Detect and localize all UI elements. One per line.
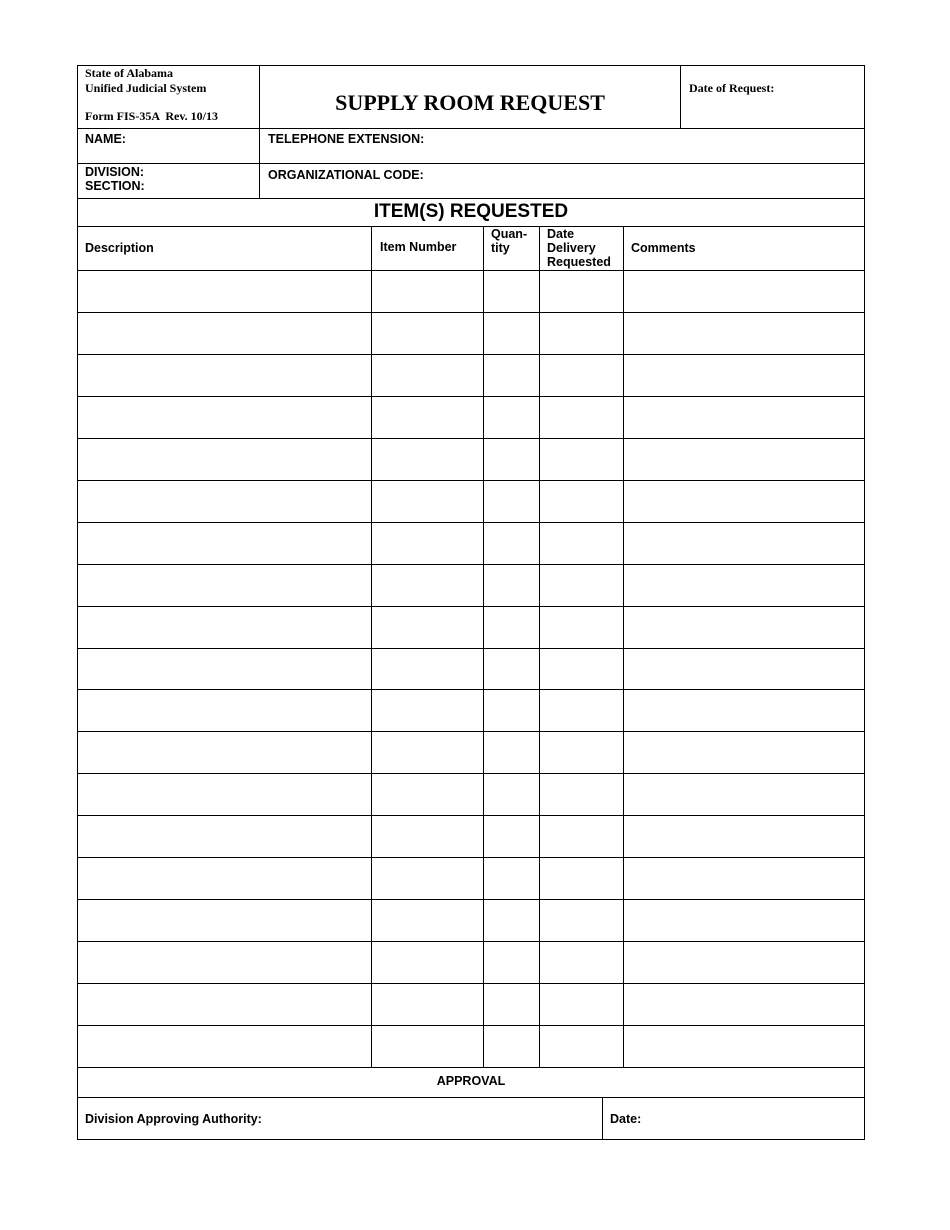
row-comments-cell[interactable] [624, 942, 865, 983]
row-comments-cell[interactable] [624, 1026, 865, 1067]
row-comments-cell[interactable] [624, 439, 865, 480]
row-date-delivery-cell[interactable] [540, 942, 623, 983]
org-line-1: State of Alabama [85, 66, 173, 80]
row-comments-cell[interactable] [624, 858, 865, 899]
items-heading: ITEM(S) REQUESTED [373, 201, 569, 222]
row-description-cell[interactable] [78, 271, 371, 312]
row-comments-cell[interactable] [624, 607, 865, 648]
org-line-2: Unified Judicial System [85, 81, 207, 95]
col-header-item-number: Item Number [380, 240, 457, 254]
row-description-cell[interactable] [78, 690, 371, 731]
row-comments-cell[interactable] [624, 355, 865, 396]
row-date-delivery-cell[interactable] [540, 565, 623, 606]
col-header-date-2: Delivery [547, 241, 596, 255]
row-item-number-cell[interactable] [372, 523, 483, 564]
row-description-cell[interactable] [78, 313, 371, 354]
row-comments-cell[interactable] [624, 900, 865, 941]
approval-date-label: Date: [610, 1112, 642, 1126]
row-item-number-cell[interactable] [372, 355, 483, 396]
row-comments-cell[interactable] [624, 313, 865, 354]
header-divider-left [259, 65, 260, 198]
row-date-delivery-cell[interactable] [540, 271, 623, 312]
row-quantity-cell[interactable] [484, 313, 539, 354]
row-item-number-cell[interactable] [372, 313, 483, 354]
col-header-comments: Comments [631, 241, 696, 255]
row-quantity-cell[interactable] [484, 607, 539, 648]
row-description-cell[interactable] [78, 816, 371, 857]
col-header-date-3: Requested [547, 255, 611, 269]
date-of-request-field[interactable] [681, 96, 864, 127]
division-label: DIVISION: [85, 165, 145, 179]
row-quantity-cell[interactable] [484, 984, 539, 1025]
telephone-extension-label: TELEPHONE EXTENSION: [268, 132, 425, 146]
row-description-cell[interactable] [78, 774, 371, 815]
date-of-request-label: Date of Request: [689, 81, 775, 95]
form-id: Form FIS-35A Rev. 10/13 [85, 109, 218, 123]
organizational-code-field[interactable] [430, 164, 864, 197]
row-comments-cell[interactable] [624, 397, 865, 438]
row-quantity-cell[interactable] [484, 649, 539, 689]
row-comments-cell[interactable] [624, 271, 865, 312]
row-description-cell[interactable] [78, 355, 371, 396]
row-description-cell[interactable] [78, 1026, 371, 1067]
row-description-cell[interactable] [78, 607, 371, 648]
row-comments-cell[interactable] [624, 984, 865, 1025]
row-quantity-cell[interactable] [484, 523, 539, 564]
organizational-code-label: ORGANIZATIONAL CODE: [268, 168, 424, 182]
row-description-cell[interactable] [78, 858, 371, 899]
row-quantity-cell[interactable] [484, 271, 539, 312]
row-item-number-cell[interactable] [372, 858, 483, 899]
row-divider [77, 1067, 865, 1068]
row-quantity-cell[interactable] [484, 942, 539, 983]
row-item-number-cell[interactable] [372, 607, 483, 648]
row-date-delivery-cell[interactable] [540, 900, 623, 941]
name-field[interactable] [78, 147, 259, 163]
row-item-number-cell[interactable] [372, 439, 483, 480]
row-comments-cell[interactable] [624, 565, 865, 606]
row-date-delivery-cell[interactable] [540, 774, 623, 815]
row-comments-cell[interactable] [624, 816, 865, 857]
row-date-delivery-cell[interactable] [540, 858, 623, 899]
row-date-delivery-cell[interactable] [540, 523, 623, 564]
approving-authority-label: Division Approving Authority: [85, 1112, 262, 1126]
approving-authority-field[interactable] [280, 1098, 601, 1139]
row-date-delivery-cell[interactable] [540, 690, 623, 731]
row-item-number-cell[interactable] [372, 690, 483, 731]
row-date-delivery-cell[interactable] [540, 732, 623, 773]
row-description-cell[interactable] [78, 565, 371, 606]
telephone-extension-field[interactable] [430, 129, 864, 163]
row-item-number-cell[interactable] [372, 774, 483, 815]
row-quantity-cell[interactable] [484, 690, 539, 731]
row-quantity-cell[interactable] [484, 565, 539, 606]
row-date-delivery-cell[interactable] [540, 313, 623, 354]
page-title: SUPPLY ROOM REQUEST [335, 90, 605, 115]
items-heading-bottom-line [77, 226, 865, 227]
row-comments-cell[interactable] [624, 690, 865, 731]
row-item-number-cell[interactable] [372, 984, 483, 1025]
col-header-quantity-1: Quan- [491, 227, 528, 241]
section-label: SECTION: [85, 179, 145, 193]
approval-date-field[interactable] [650, 1098, 864, 1139]
row-date-delivery-cell[interactable] [540, 481, 623, 522]
row-quantity-cell[interactable] [484, 732, 539, 773]
row-quantity-cell[interactable] [484, 858, 539, 899]
row-date-delivery-cell[interactable] [540, 984, 623, 1025]
col-header-date-1: Date [547, 227, 575, 241]
row-quantity-cell[interactable] [484, 355, 539, 396]
row-comments-cell[interactable] [624, 774, 865, 815]
row-description-cell[interactable] [78, 481, 371, 522]
row-date-delivery-cell[interactable] [540, 439, 623, 480]
row-date-delivery-cell[interactable] [540, 397, 623, 438]
row-description-cell[interactable] [78, 397, 371, 438]
row-description-cell[interactable] [78, 942, 371, 983]
row-quantity-cell[interactable] [484, 439, 539, 480]
row-comments-cell[interactable] [624, 732, 865, 773]
row-quantity-cell[interactable] [484, 816, 539, 857]
row-description-cell[interactable] [78, 649, 371, 689]
row-date-delivery-cell[interactable] [540, 1026, 623, 1067]
row-quantity-cell[interactable] [484, 900, 539, 941]
row-item-number-cell[interactable] [372, 397, 483, 438]
col-header-quantity-2: tity [491, 241, 510, 255]
row-item-number-cell[interactable] [372, 816, 483, 857]
row-item-number-cell[interactable] [372, 649, 483, 689]
row-quantity-cell[interactable] [484, 1026, 539, 1067]
row-quantity-cell[interactable] [484, 774, 539, 815]
row-item-number-cell[interactable] [372, 1026, 483, 1067]
row-item-number-cell[interactable] [372, 565, 483, 606]
row-item-number-cell[interactable] [372, 942, 483, 983]
name-label: NAME: [85, 132, 126, 146]
row-description-cell[interactable] [78, 732, 371, 773]
row-item-number-cell[interactable] [372, 271, 483, 312]
row-item-number-cell[interactable] [372, 900, 483, 941]
row-comments-cell[interactable] [624, 649, 865, 689]
row-comments-cell[interactable] [624, 523, 865, 564]
row-quantity-cell[interactable] [484, 397, 539, 438]
row-description-cell[interactable] [78, 523, 371, 564]
division-row-bottom-line [77, 198, 865, 199]
row-item-number-cell[interactable] [372, 481, 483, 522]
col-header-description: Description [85, 241, 154, 255]
division-section-field[interactable] [150, 164, 258, 197]
row-date-delivery-cell[interactable] [540, 649, 623, 689]
row-description-cell[interactable] [78, 900, 371, 941]
row-description-cell[interactable] [78, 984, 371, 1025]
row-date-delivery-cell[interactable] [540, 816, 623, 857]
approval-heading: APPROVAL [436, 1074, 506, 1088]
row-date-delivery-cell[interactable] [540, 607, 623, 648]
row-description-cell[interactable] [78, 439, 371, 480]
row-comments-cell[interactable] [624, 481, 865, 522]
row-date-delivery-cell[interactable] [540, 355, 623, 396]
approval-divider [602, 1097, 603, 1140]
row-quantity-cell[interactable] [484, 481, 539, 522]
row-item-number-cell[interactable] [372, 732, 483, 773]
